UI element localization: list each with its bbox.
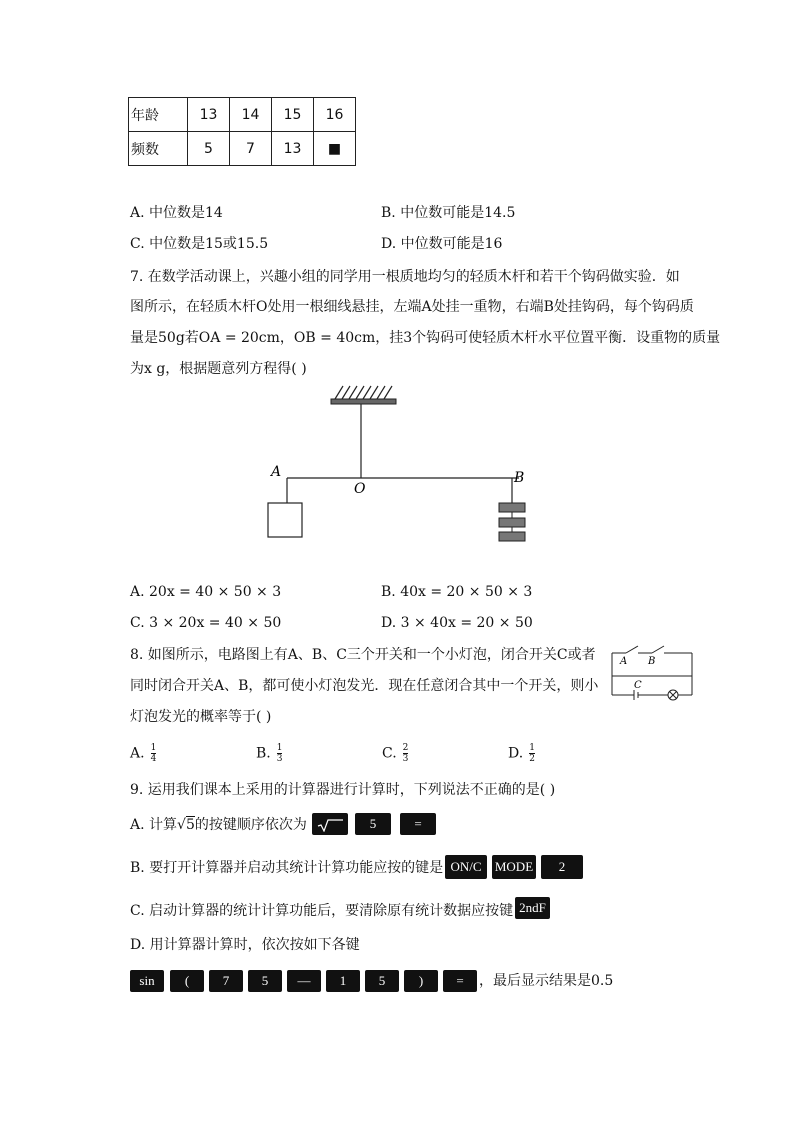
key-equals[interactable]: = bbox=[443, 970, 477, 992]
q6-option-d: D. 中位数可能是16 bbox=[381, 236, 503, 252]
mode-key[interactable]: MODE bbox=[492, 855, 536, 879]
table-cell: 15 bbox=[272, 98, 314, 132]
key-7[interactable]: 7 bbox=[209, 970, 243, 992]
fraction: $\frac{1}{2}$ bbox=[529, 743, 535, 764]
key-5[interactable]: 5 bbox=[248, 970, 282, 992]
table-row bbox=[129, 132, 356, 166]
fraction: $\frac{1}{4}$ bbox=[150, 743, 157, 764]
circuit-label-b: B bbox=[648, 656, 656, 667]
table-cell: 频数 bbox=[129, 132, 188, 166]
q7-stem-line2: 图所示，在轻质木杆O处用一根细线悬挂，左端A处挂一重物，右端B处挂钩码，每个钩码质 bbox=[130, 299, 694, 315]
sin-key[interactable]: sin bbox=[130, 970, 164, 992]
q8-option-c: C. $\frac{2}{3}$ bbox=[382, 743, 409, 764]
2ndf-key[interactable]: 2ndF bbox=[515, 897, 550, 919]
q8-option-b: B. $\frac{1}{3}$ bbox=[256, 743, 283, 764]
q8-stem-line3: 灯泡发光的概率等于( ) bbox=[130, 709, 272, 725]
q9-option-c: C. 启动计算器的统计计算功能后，要清除原有统计数据应按键 bbox=[130, 903, 514, 919]
age-frequency-table bbox=[128, 97, 356, 166]
key-5[interactable]: 5 bbox=[355, 813, 391, 835]
table-cell: ■ bbox=[314, 132, 356, 166]
circuit-label-a: A bbox=[620, 656, 628, 667]
hook-weights bbox=[499, 503, 525, 541]
table-cell: 年龄 bbox=[129, 98, 188, 132]
q8-option-d: D. $\frac{1}{2}$ bbox=[508, 743, 535, 764]
key-2[interactable]: 2 bbox=[541, 855, 583, 879]
q7-option-c: C. 3 × 20x = 40 × 50 bbox=[130, 615, 282, 631]
on-c-key[interactable]: ON/C bbox=[445, 855, 487, 879]
q6-option-a: A. 中位数是14 bbox=[130, 205, 223, 221]
minus-key[interactable]: — bbox=[287, 970, 321, 992]
q6-option-c: C. 中位数是15或15.5 bbox=[130, 236, 269, 252]
circuit-diagram bbox=[608, 643, 696, 701]
table-cell: 13 bbox=[272, 132, 314, 166]
q7-stem-line1: 7. 在数学活动课上，兴趣小组的同学用一根质地均匀的轻质木杆和若干个钩码做实验．如 bbox=[130, 269, 680, 285]
table-cell: 16 bbox=[314, 98, 356, 132]
weight-box bbox=[268, 503, 302, 537]
q9-option-d-result: ，最后显示结果是0.5 bbox=[479, 973, 614, 989]
key-equals[interactable]: = bbox=[400, 813, 436, 835]
q8-stem-line2: 同时闭合开关A、B，都可使小灯泡发光．现在任意闭合其中一个开关，则小 bbox=[130, 678, 599, 694]
table-cell: 7 bbox=[230, 132, 272, 166]
sqrt-key[interactable] bbox=[312, 813, 348, 835]
key-1[interactable]: 1 bbox=[326, 970, 360, 992]
close-paren-key[interactable]: ) bbox=[404, 970, 438, 992]
label-b: B bbox=[514, 470, 525, 486]
table-cell: 13 bbox=[188, 98, 230, 132]
q7-stem-line3: 量是50g若OA = 20cm，OB = 40cm，挂3个钩码可使轻质木杆水平位置平衡．设重物的质量 bbox=[130, 330, 721, 346]
q8-option-a: A. $\frac{1}{4}$ bbox=[130, 743, 157, 764]
open-paren-key[interactable]: ( bbox=[170, 970, 204, 992]
key-5[interactable]: 5 bbox=[365, 970, 399, 992]
table-cell: 14 bbox=[230, 98, 272, 132]
q8-stem-line1: 8. 如图所示，电路图上有A、B、C三个开关和一个小灯泡，闭合开关C或者 bbox=[130, 647, 596, 663]
q6-option-b: B. 中位数可能是14.5 bbox=[381, 205, 516, 221]
circuit-label-c: C bbox=[634, 680, 642, 691]
q9-option-b: B. 要打开计算器并启动其统计计算功能应按的键是 bbox=[130, 860, 444, 876]
q9-stem: 9. 运用我们课本上采用的计算器进行计算时，下列说法不正确的是( ) bbox=[130, 782, 556, 798]
table-row bbox=[129, 98, 356, 132]
q7-stem-line4: 为x g，根据题意列方程得( ) bbox=[130, 361, 307, 377]
label-o: O bbox=[354, 481, 366, 497]
label-a: A bbox=[271, 464, 282, 480]
lever-diagram bbox=[255, 383, 545, 548]
ceiling-hatch bbox=[335, 386, 392, 399]
q9-option-a: A. 计算√5的按键顺序依次为 bbox=[130, 817, 307, 833]
q9-option-d: D. 用计算器计算时，依次按如下各键 bbox=[130, 937, 360, 953]
q7-option-a: A. 20x = 40 × 50 × 3 bbox=[130, 584, 282, 600]
q7-option-d: D. 3 × 40x = 20 × 50 bbox=[381, 615, 533, 631]
ceiling-bar bbox=[331, 399, 396, 404]
q7-option-b: B. 40x = 20 × 50 × 3 bbox=[381, 584, 533, 600]
table-cell: 5 bbox=[188, 132, 230, 166]
fraction: $\frac{2}{3}$ bbox=[402, 743, 409, 764]
fraction: $\frac{1}{3}$ bbox=[276, 743, 283, 764]
